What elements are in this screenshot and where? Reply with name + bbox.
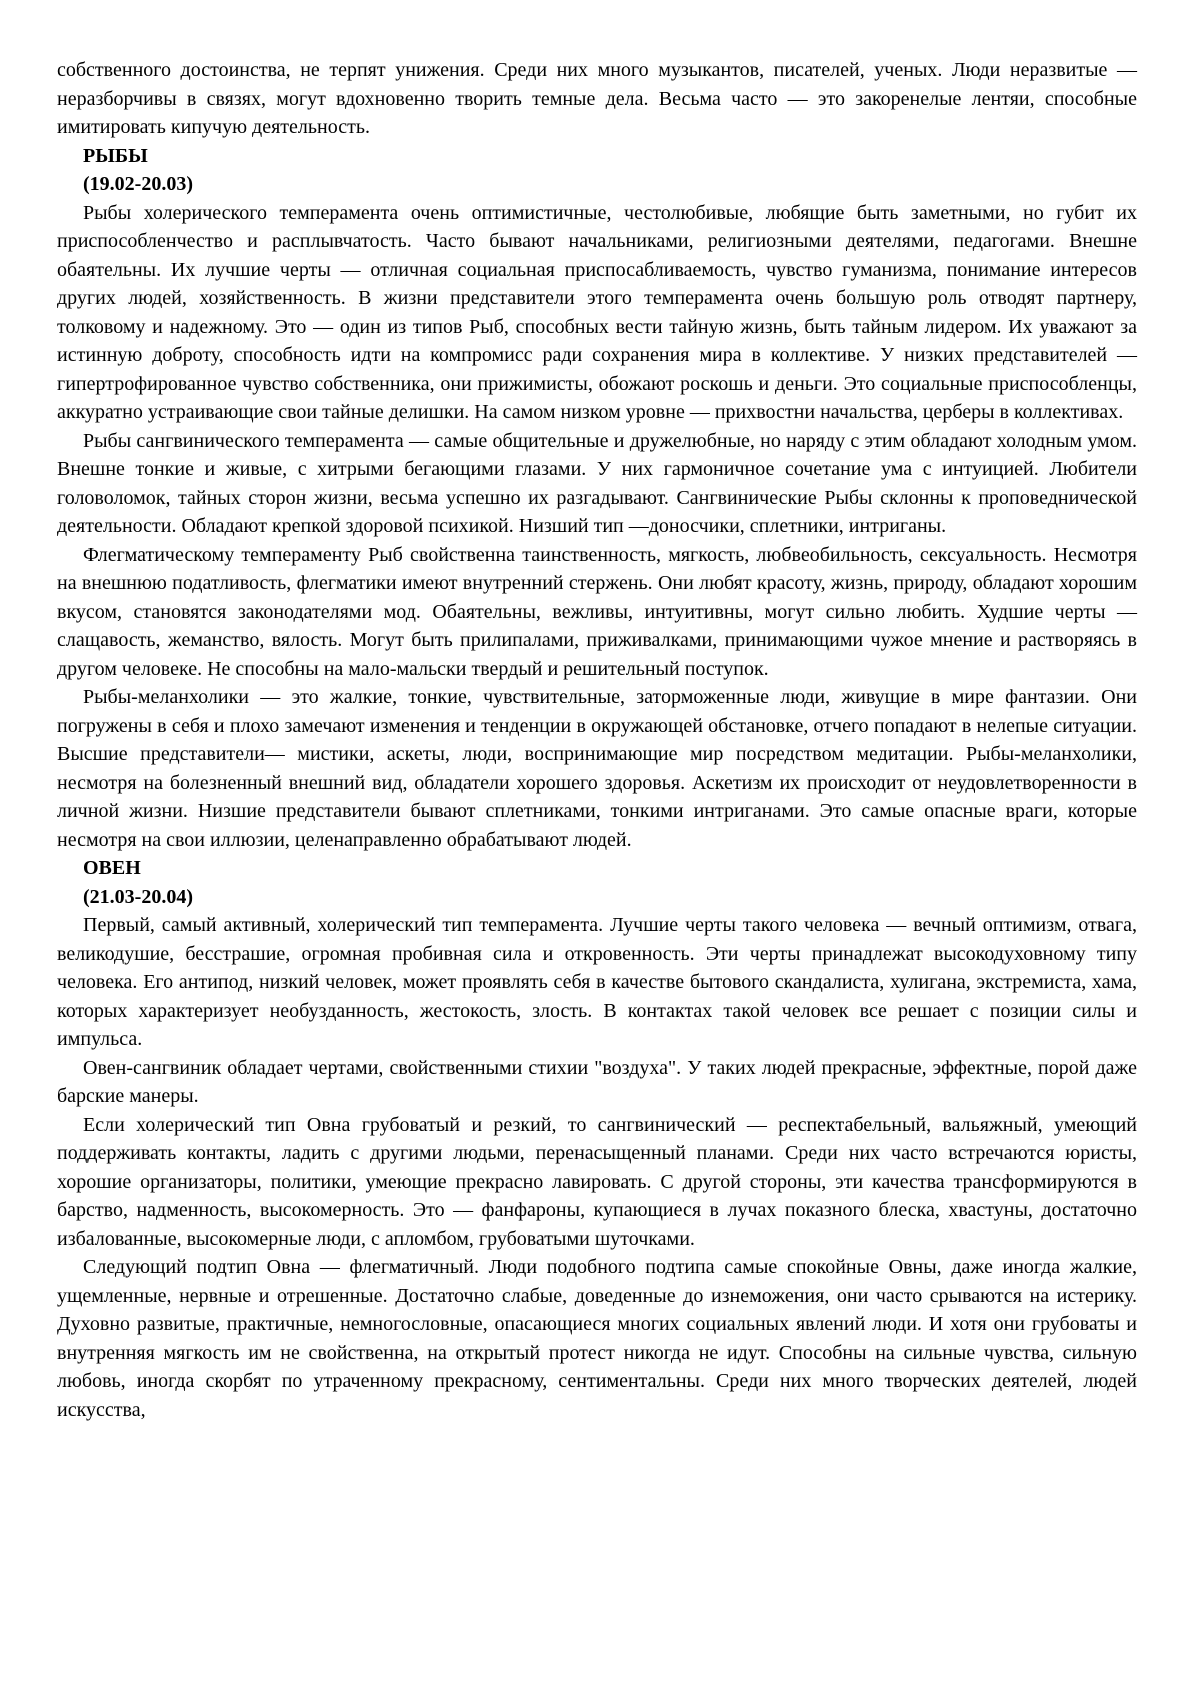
paragraph-aries-sanguine-intro: Овен-сангвиник обладает чертами, свойственными стихии "воздуха". У таких людей прекрасные, эффектные, порой даже барские манеры. [57, 1056, 1137, 1107]
paragraph-pisces-sanguine: Рыбы сангвинического темперамента — самые общительные и дружелюбные, но наряду с этим обладают холодным умом. Внешне тонкие и живые, с хитрыми бегающими глазами. У них гармоничное сочетание ума с интуицией. Любители головоломок, тайных сторон жизни, весьма успешно их разгадывают. Сангвинические Рыбы склонны к проповеднической деятельности. Обладают крепкой здоровой психикой. Низший тип —доносчики, сплетники, интриганы. [57, 429, 1137, 537]
section-title-pisces: РЫБЫ [83, 144, 148, 167]
paragraph-pisces-melancholic: Рыбы-меланхолики — это жалкие, тонкие, чувствительные, заторможенные люди, живущие в мире фантазии. Они погружены в себя и плохо замечают изменения и тенденции в окружающей обстановке, отчего попадают в нелепые ситуации. Высшие представители— мистики, аскеты, люди, воспринимающие мир посредством медитации. Рыбы-меланхолики, несмотря на болезненный внешний вид, обладатели хорошего здоровья. Аскетизм их происходит от неудовлетворенности в личной жизни. Низшие представители бывают сплетниками, тонкими интриганами. Это самые опасные враги, которые несмотря на свои иллюзии, целенаправленно обрабатывают людей. [57, 686, 1137, 851]
paragraph-pisces-phlegmatic: Флегматическому темпераменту Рыб свойственна таинственность, мягкость, любвеобильность, сексуальность. Несмотря на внешнюю податливость, флегматики имеют внутренний стержень. Они любят красоту, жизнь, природу, обладают хорошим вкусом, становятся законодателями мод. Обаятельны, вежливы, интуитивны, могут сильно любить. Худшие черты — слащавость, жеманство, вялость. Могут быть прилипалами, приживалками, принимающими чужое мнение и растворяясь в другом человеке. Не способны на мало-мальски твердый и решительный поступок. [57, 543, 1137, 680]
paragraph-pisces-choleric: Рыбы холерического темперамента очень оптимистичные, честолюбивые, любящие быть заметными, но губит их приспособленчество и расплывчатость. Часто бывают начальниками, религиозными деятелями, педагогами. Внешне обаятельны. Их лучшие черты — отличная социальная приспосабливаемость, чувство гуманизма, понимание интересов других людей, хозяйственность. В жизни представители этого темперамента очень большую роль отводят партнеру, толковому и надежному. Это — один из типов Рыб, способных вести тайную жизнь, быть тайным лидером. Их уважают за истинную доброту, способность идти на компромисс ради сохранения мира в коллективе. У низких представителей —гипертрофированное чувство собственника, они прижимисты, обожают роскошь и деньги. Это социальные приспособленцы, аккуратно устраивающие свои тайные делишки. На самом низком уровне — прихвостни начальства, церберы в коллективах. [57, 201, 1137, 423]
intro-paragraph: собственного достоинства, не терпят унижения. Среди них много музыкантов, писателей, ученых. Люди неразвитые — неразборчивы в связях, могут вдохновенно творить темные дела. Весьма часто — это закоренелые лентяи, способные имитировать кипучую деятельность. [57, 59, 1137, 138]
section-dates-pisces: (19.02-20.03) [83, 173, 193, 195]
paragraph-aries-choleric: Первый, самый активный, холерический тип темперамента. Лучшие черты такого человека — вечный оптимизм, отвага, великодушие, бесстрашие, огромная пробивная сила и откровенность. Эти черты принадлежат высокодуховному типу человека. Его антипод, низкий человек, может проявлять себя в качестве бытового скандалиста, хулигана, экстремиста, хама, которых характеризует необузданность, жестокость, злость. В контактах такой человек все решает с позиции силы и импульса. [57, 914, 1137, 1050]
document-page [57, 56, 1137, 1424]
section-dates-aries: (21.03-20.04) [83, 885, 193, 908]
section-title-aries: ОВЕН [83, 857, 141, 879]
paragraph-aries-phlegmatic: Следующий подтип Овна — флегматичный. Люди подобного подтипа самые спокойные Овны, даже иногда жалкие, ущемленные, нервные и отрешенные. Достаточно слабые, доведенные до изнеможения, они часто срываются на истерику. Духовно развитые, практичные, немногословные, опасающиеся многих социальных явлений люди. И хотя они грубоваты и внутренняя мягкость им не свойственна, на открытый протест никогда не идут. Способны на сильные чувства, сильную любовь, иногда скорбят по утраченному прекрасному, сентиментальны. Среди них много творческих деятелей, людей искусства, [57, 1256, 1137, 1421]
paragraph-aries-sanguine: Если холерический тип Овна грубоватый и резкий, то сангвинический — респектабельный, вальяжный, умеющий поддерживать контакты, ладить с другими людьми, перенасыщенный планами. Среди них часто встречаются юристы, хорошие организаторы, политики, умеющие прекрасно лавировать. С другой стороны, эти качества трансформируются в барство, надменность, высокомерность. Это — фанфароны, купающиеся в лучах показного блеска, хвастуны, достаточно избалованные, высокомерные люди, с апломбом, грубоватыми шуточками. [57, 1113, 1137, 1250]
